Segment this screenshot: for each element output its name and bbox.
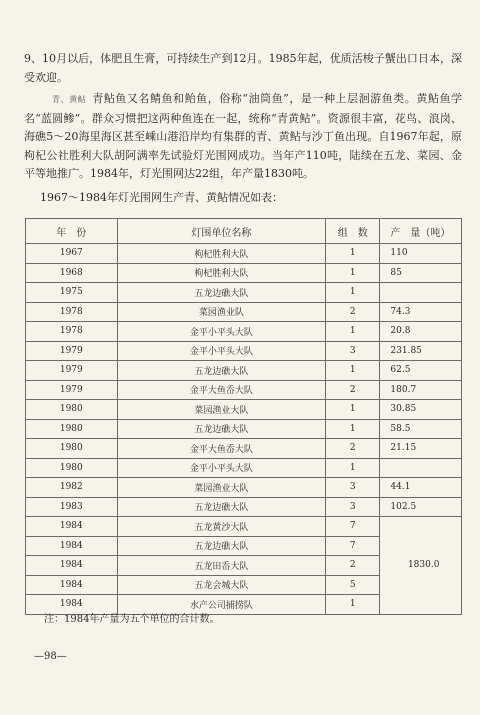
cell-groups: 7 [326,536,380,556]
cell-output [380,458,462,478]
header-output: 产 量（吨） [380,219,462,244]
cell-output: 85 [380,263,462,283]
cell-groups: 1 [326,458,380,478]
cell-year: 1984 [26,556,118,576]
table-row [26,302,462,322]
cell-output: 231.85 [380,341,462,361]
cell-groups: 3 [326,478,380,498]
cell-groups: 5 [326,575,380,595]
cell-year: 1984 [26,536,118,556]
cell-unit: 五龙边礁大队 [117,497,325,517]
cell-unit: 五龙黄沙大队 [117,517,325,537]
cell-year: 1980 [26,458,118,478]
table-row [26,341,462,361]
cell-unit: 枸杞胜利大队 [117,263,325,283]
table-row [26,439,462,459]
table-row [26,400,462,420]
cell-groups: 1 [326,263,380,283]
table-row [26,244,462,264]
table-row [26,322,462,342]
cell-output-merged: 1830.0 [380,517,462,615]
cell-groups: 1 [326,283,380,303]
cell-groups: 2 [326,380,380,400]
table-row [26,361,462,381]
cell-output: 44.1 [380,478,462,498]
cell-output: 62.5 [380,361,462,381]
cell-year: 1980 [26,419,118,439]
purse-seine-table [25,218,462,615]
cell-groups: 1 [326,244,380,264]
cell-groups: 2 [326,556,380,576]
table-row [26,419,462,439]
cell-unit: 菜园渔业大队 [117,478,325,498]
cell-output: 102.5 [380,497,462,517]
header-year: 年 份 [26,219,118,244]
cell-output: 20.8 [380,322,462,342]
cell-unit: 金平大鱼岙大队 [117,439,325,459]
table-caption: 1967～1984年灯光围网生产青、黄鲇情况如表： [40,191,283,204]
cell-output: 21.15 [380,439,462,459]
cell-output: 74.3 [380,302,462,322]
cell-groups: 3 [326,497,380,517]
cell-groups: 7 [326,517,380,537]
cell-year: 1979 [26,361,118,381]
cell-year: 1979 [26,380,118,400]
section-subtitle: 青、黄鲇 [52,95,87,104]
cell-unit: 枸杞胜利大队 [117,244,325,264]
cell-year: 1984 [26,517,118,537]
cell-year: 1968 [26,263,118,283]
cell-output: 110 [380,244,462,264]
page-number: —98— [34,651,67,662]
cell-groups: 1 [326,361,380,381]
cell-unit: 五龙边礁大队 [117,283,325,303]
cell-year: 1983 [26,497,118,517]
paragraph-intro: 9、10月以后，体肥且生膏，可持续生产到12月。1985年起，优质活梭子蟹出口日本，深受欢迎。 [24,52,462,84]
cell-unit: 五龙边礁大队 [117,419,325,439]
cell-unit: 菜园渔业队 [117,302,325,322]
cell-year: 1978 [26,322,118,342]
cell-groups: 2 [326,302,380,322]
cell-output: 30.85 [380,400,462,420]
table-row [26,380,462,400]
cell-year: 1978 [26,302,118,322]
cell-year: 1967 [26,244,118,264]
cell-groups: 1 [326,419,380,439]
table-row [26,458,462,478]
table-header-row [26,219,462,244]
cell-unit: 五龙田岙大队 [117,556,325,576]
table-row [26,283,462,303]
cell-year: 1980 [26,400,118,420]
table-row [26,263,462,283]
cell-year: 1984 [26,575,118,595]
cell-groups: 1 [326,322,380,342]
cell-output [380,283,462,303]
cell-unit: 金平小平头大队 [117,458,325,478]
table-body [26,244,462,615]
cell-year: 1984 [26,595,118,615]
cell-unit: 金平小平头大队 [117,322,325,342]
cell-unit: 金平小平头大队 [117,341,325,361]
cell-unit: 菜园渔业大队 [117,400,325,420]
cell-year: 1980 [26,439,118,459]
cell-unit: 五龙边礁大队 [117,361,325,381]
table-row [26,478,462,498]
cell-unit: 水产公司捕捞队 [117,595,325,615]
header-groups: 组 数 [326,219,380,244]
cell-output: 58.5 [380,419,462,439]
cell-groups: 1 [326,400,380,420]
cell-year: 1979 [26,341,118,361]
cell-output: 180.7 [380,380,462,400]
paragraph-qing-huang-nian [24,90,462,184]
cell-unit: 五龙边礁大队 [117,536,325,556]
paragraph-body: 青鲇鱼又名鲭鱼和鲐鱼，俗称“油筒鱼”，是一种上层洄游鱼类。黄鲇鱼学名“蓝圆鲹”。群众习惯把这两种鱼连在一起，统称“青黄鲇”。资源很丰富，花鸟、浪岗、海礁5～20海里海区甚至嵊山港沿岸均有集群的青、黄鲇与沙丁鱼出现。自1967年起，原枸杞公社胜利大队胡阿满率先试验灯光围网成功。当年产110吨，陆续在五龙、菜园、金平等地推广。1984年，灯光围网达22组，年产量1830吨。 [24,92,463,180]
header-unit: 灯围单位名称 [117,219,325,244]
table-row [26,497,462,517]
cell-groups: 1 [326,595,380,615]
table-row [26,517,462,537]
cell-unit: 金平大鱼岙大队 [117,380,325,400]
cell-year: 1975 [26,283,118,303]
table-note: 注：1984年产量为五个单位的合计数。 [44,614,220,625]
cell-groups: 2 [326,439,380,459]
cell-unit: 五龙会城大队 [117,575,325,595]
cell-groups: 3 [326,341,380,361]
cell-year: 1982 [26,478,118,498]
